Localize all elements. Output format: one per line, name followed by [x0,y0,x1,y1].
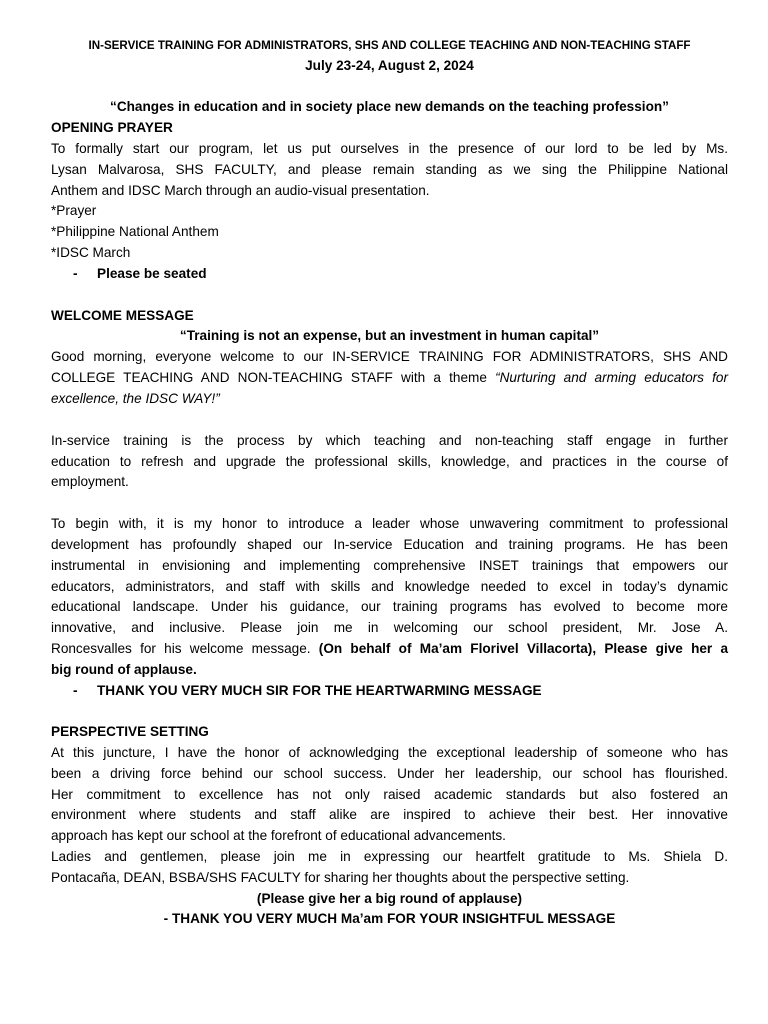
paragraph-line: employment. [51,474,129,489]
perspective-line: been a driving force behind our school success. Under her leadership, our school has flourished. [51,766,728,781]
paragraph-line: education to refresh and upgrade the professional skills, knowledge, and practices in the course of [51,454,728,469]
program-item: *IDSC March [51,245,131,260]
dash-bullet-icon: - [73,266,78,281]
paragraph-line [51,638,728,659]
opening-prayer-heading: OPENING PRAYER [51,120,173,135]
bullet-text: Please be seated [97,266,207,281]
program-item: *Prayer [51,203,97,218]
paragraph-line: In-service training is the process by which teaching and non-teaching staff engage in further [51,433,728,448]
paragraph-line: educational landscape. Under his guidance, our training programs has evolved to become more [51,599,728,614]
bullet-text: THANK YOU VERY MUCH SIR FOR THE HEARTWARMING MESSAGE [97,683,542,698]
perspective-line: At this juncture, I have the honor of acknowledging the exceptional leadership of someone who has [51,745,728,760]
perspective-line: Ladies and gentlemen, please join me in expressing our heartfelt gratitude to Ms. Shiela D. [51,849,728,864]
perspective-line: Pontacaña, DEAN, BSBA/SHS FACULTY for sharing her thoughts about the perspective setting. [51,870,630,885]
behalf-note: big round of applause. [51,662,197,677]
opening-prayer-line: To formally start our program, let us put ourselves in the presence of our lord to be led by Ms. [51,141,728,156]
paragraph-line: instrumental in envisioning and implementing comprehensive INSET trainings that empowers our [51,558,728,573]
document-dates: July 23-24, August 2, 2024 [305,58,474,73]
welcome-line: Good morning, everyone welcome to our IN-SERVICE TRAINING FOR ADMINISTRATORS, SHS AND [51,349,728,364]
document-title: IN-SERVICE TRAINING FOR ADMINISTRATORS, SHS AND COLLEGE TEACHING AND NON-TEACHING STAFF [88,39,691,52]
paragraph-line: innovative, and inclusive. Please join me in welcoming our school president, Mr. Jose A. [51,620,728,635]
perspective-heading: PERSPECTIVE SETTING [51,724,209,739]
closing-thanks: - THANK YOU VERY MUCH Ma’am FOR YOUR INSIGHTFUL MESSAGE [163,911,616,926]
behalf-note: (On behalf of Ma’am Florivel Villacorta), Please give her a [318,641,729,656]
opening-prayer-line: Anthem and IDSC March through an audio-visual presentation. [51,183,430,198]
welcome-text: COLLEGE TEACHING AND NON-TEACHING STAFF with a theme [51,370,496,385]
opening-prayer-line: Lysan Malvarosa, SHS FACULTY, and please remain standing as we sing the Philippine National [51,162,728,177]
paragraph-line: development has profoundly shaped our In-service Education and training programs. He has been [51,537,728,552]
theme-text: “Nurturing and arming educators for [495,370,728,385]
perspective-line: approach has kept our school at the forefront of educational advancements. [51,828,506,843]
program-item: *Philippine National Anthem [51,224,219,239]
theme-quote: “Changes in education and in society place new demands on the teaching profession” [110,99,669,114]
welcome-quote: “Training is not an expense, but an investment in human capital” [179,328,600,343]
paragraph-line: educators, administrators, and staff with skills and knowledge needed to excel in today’s dynamic [51,579,728,594]
welcome-heading: WELCOME MESSAGE [51,308,194,323]
perspective-line: environment where students and staff alike are inspired to achieve their best. Her innovative [51,807,728,822]
welcome-line [51,367,728,388]
theme-text: excellence, the IDSC WAY!” [51,391,220,406]
dash-bullet-icon: - [73,683,78,698]
paragraph-line: To begin with, it is my honor to introduce a leader whose unwavering commitment to professional [51,516,728,531]
applause-note: (Please give her a big round of applause) [256,891,523,906]
paragraph-text: Roncesvalles for his welcome message. [51,641,319,656]
perspective-line: Her commitment to excellence has not only raised academic standards but also fostered an [51,787,728,802]
